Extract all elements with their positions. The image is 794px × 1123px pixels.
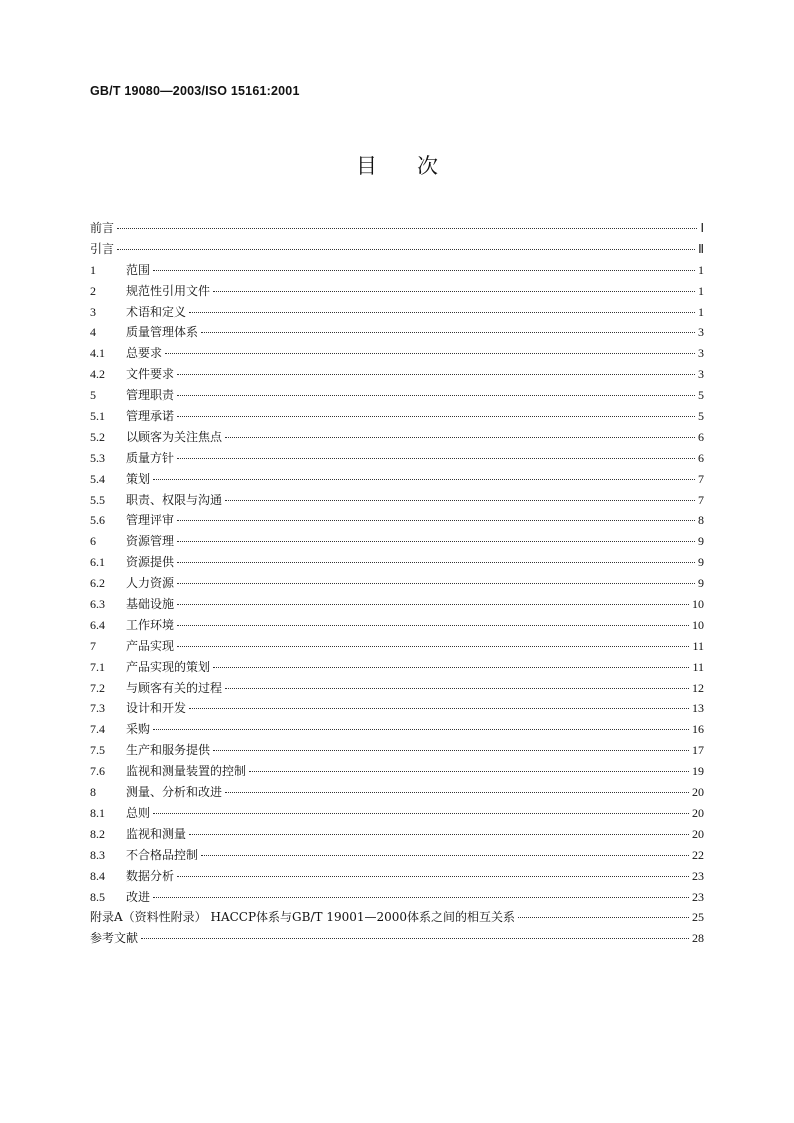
toc-entry-label: 人力资源 — [126, 576, 175, 591]
toc-dot-leader — [177, 520, 695, 521]
table-of-contents — [90, 218, 704, 949]
toc-dot-leader — [153, 813, 689, 814]
toc-entry-number: 7.6 — [90, 764, 105, 779]
toc-entry-number: 4.2 — [90, 367, 105, 382]
toc-entry[interactable] — [90, 928, 704, 949]
toc-page-number: 5 — [698, 388, 704, 403]
toc-page-number: 7 — [698, 471, 704, 486]
toc-dot-leader — [153, 479, 695, 480]
toc-entry-number: 6.3 — [90, 597, 105, 612]
toc-dot-leader — [225, 688, 689, 689]
toc-entry[interactable] — [90, 448, 704, 469]
toc-entry-number: 7 — [90, 638, 96, 653]
toc-dot-leader — [249, 771, 689, 772]
toc-entry[interactable] — [90, 803, 704, 824]
toc-dot-leader — [177, 562, 695, 563]
toc-entry-label: 改进 — [126, 889, 151, 904]
toc-dot-leader — [177, 876, 689, 877]
toc-dot-leader — [177, 374, 695, 375]
toc-entry-label: 资源提供 — [126, 555, 175, 570]
toc-entry-label: 基础设施 — [126, 597, 175, 612]
toc-entry[interactable] — [90, 782, 704, 803]
toc-page-number: 25 — [692, 910, 704, 925]
toc-entry-label: 管理承诺 — [126, 409, 175, 424]
toc-page-number: 28 — [692, 931, 704, 946]
toc-entry[interactable] — [90, 469, 704, 490]
toc-entry-label: 术语和定义 — [126, 304, 187, 319]
toc-page-number: 6 — [698, 429, 704, 444]
toc-page-number: 8 — [698, 513, 704, 528]
toc-entry-label: 采购 — [126, 722, 151, 737]
toc-page-number: 3 — [698, 346, 704, 361]
toc-entry-number: 7.4 — [90, 722, 105, 737]
toc-dot-leader — [177, 416, 695, 417]
toc-entry[interactable] — [90, 636, 704, 657]
toc-entry-number: 8.1 — [90, 805, 105, 820]
toc-page-number: 9 — [698, 555, 704, 570]
toc-entry[interactable] — [90, 824, 704, 845]
toc-entry-number: 5.5 — [90, 492, 105, 507]
toc-dot-leader — [177, 604, 689, 605]
toc-entry[interactable] — [90, 531, 704, 552]
toc-dot-leader — [518, 917, 689, 918]
toc-entry-label: 工作环境 — [126, 617, 175, 632]
toc-entry[interactable] — [90, 740, 704, 761]
toc-page-number: 22 — [692, 847, 704, 862]
toc-entry[interactable] — [90, 657, 704, 678]
toc-dot-leader — [177, 395, 695, 396]
toc-entry-number: 7.2 — [90, 680, 105, 695]
toc-entry[interactable] — [90, 302, 704, 323]
toc-entry-label: 规范性引用文件 — [126, 283, 211, 298]
toc-entry-label: 设计和开发 — [126, 701, 187, 716]
toc-page-number: 19 — [692, 764, 704, 779]
toc-entry-label: 附录A（资料性附录） HACCP体系与GB/T 19001—2000体系之间的相互关系 — [90, 910, 516, 925]
toc-page-number: 11 — [692, 659, 704, 674]
toc-entry[interactable] — [90, 343, 704, 364]
toc-entry-number: 8.4 — [90, 868, 105, 883]
toc-dot-leader — [117, 249, 695, 250]
toc-entry-number: 5.1 — [90, 409, 105, 424]
toc-entry-label: 产品实现 — [126, 638, 175, 653]
toc-dot-leader — [225, 500, 695, 501]
toc-page-number: 3 — [698, 367, 704, 382]
toc-entry[interactable] — [90, 615, 704, 636]
toc-dot-leader — [225, 792, 689, 793]
toc-entry-number: 8.2 — [90, 826, 105, 841]
toc-entry-label: 策划 — [126, 471, 151, 486]
toc-page-number: 12 — [692, 680, 704, 695]
toc-entry[interactable] — [90, 510, 704, 531]
toc-entry-number: 7.1 — [90, 659, 105, 674]
toc-entry-label: 引言 — [90, 241, 115, 256]
toc-page-number: 20 — [692, 785, 704, 800]
toc-dot-leader — [141, 938, 689, 939]
toc-page-number: 10 — [692, 597, 704, 612]
toc-dot-leader — [153, 729, 689, 730]
toc-entry-label: 测量、分析和改进 — [126, 785, 223, 800]
toc-entry-label: 质量管理体系 — [126, 325, 199, 340]
toc-entry[interactable] — [90, 490, 704, 511]
toc-entry-number: 7.5 — [90, 743, 105, 758]
toc-entry-number: 4.1 — [90, 346, 105, 361]
toc-page-number: Ⅰ — [700, 221, 704, 235]
toc-page-number: 20 — [692, 805, 704, 820]
toc-entry[interactable] — [90, 218, 704, 239]
toc-entry[interactable] — [90, 761, 704, 782]
toc-entry-label: 质量方针 — [126, 450, 175, 465]
toc-entry[interactable] — [90, 845, 704, 866]
toc-entry-number: 5.6 — [90, 513, 105, 528]
toc-entry-number: 5 — [90, 388, 96, 403]
toc-entry-label: 以顾客为关注焦点 — [126, 429, 223, 444]
toc-entry[interactable] — [90, 866, 704, 887]
toc-entry-label: 生产和服务提供 — [126, 743, 211, 758]
toc-entry[interactable] — [90, 322, 704, 343]
toc-dot-leader — [225, 437, 695, 438]
toc-dot-leader — [201, 855, 689, 856]
toc-page-number: Ⅱ — [698, 241, 704, 256]
toc-entry-number: 6 — [90, 534, 96, 549]
toc-dot-leader — [189, 312, 695, 313]
toc-page-number: 6 — [698, 450, 704, 465]
toc-entry-number: 6.2 — [90, 576, 105, 591]
toc-entry-label: 监视和测量装置的控制 — [126, 764, 247, 779]
toc-entry-number: 6.1 — [90, 555, 105, 570]
toc-entry-label: 文件要求 — [126, 367, 175, 382]
toc-page-number: 20 — [692, 826, 704, 841]
toc-entry-number: 5.2 — [90, 429, 105, 444]
toc-entry[interactable] — [90, 887, 704, 908]
toc-entry[interactable] — [90, 907, 704, 928]
toc-entry-number: 2 — [90, 283, 96, 298]
toc-dot-leader — [177, 541, 695, 542]
toc-page-number: 11 — [692, 638, 704, 653]
toc-page-number: 5 — [698, 409, 704, 424]
toc-entry-number: 7.3 — [90, 701, 105, 716]
toc-dot-leader — [213, 750, 689, 751]
toc-entry-number: 6.4 — [90, 617, 105, 632]
toc-dot-leader — [213, 291, 695, 292]
toc-entry[interactable] — [90, 594, 704, 615]
toc-entry[interactable] — [90, 698, 704, 719]
toc-page-number: 17 — [692, 743, 704, 758]
toc-entry-number: 4 — [90, 325, 96, 340]
toc-entry-label: 监视和测量 — [126, 826, 187, 841]
toc-dot-leader — [177, 458, 695, 459]
toc-entry-number: 8.5 — [90, 889, 105, 904]
toc-entry[interactable] — [90, 364, 704, 385]
toc-dot-leader — [177, 625, 689, 626]
toc-page-number: 13 — [692, 701, 704, 716]
toc-entry-number: 5.3 — [90, 450, 105, 465]
toc-page-number: 16 — [692, 722, 704, 737]
toc-entry-label: 职责、权限与沟通 — [126, 492, 223, 507]
toc-page-number: 10 — [692, 617, 704, 632]
toc-entry[interactable] — [90, 719, 704, 740]
toc-page-number: 7 — [698, 492, 704, 507]
toc-dot-leader — [177, 646, 689, 647]
toc-dot-leader — [153, 897, 689, 898]
toc-entry-label: 管理职责 — [126, 388, 175, 403]
toc-entry-label: 管理评审 — [126, 513, 175, 528]
toc-entry[interactable] — [90, 678, 704, 699]
toc-entry[interactable] — [90, 552, 704, 573]
toc-entry-label: 资源管理 — [126, 534, 175, 549]
toc-entry[interactable] — [90, 385, 704, 406]
toc-page-number: 3 — [698, 325, 704, 340]
toc-dot-leader — [153, 270, 695, 271]
toc-page-number: 1 — [698, 283, 704, 298]
toc-entry-label: 数据分析 — [126, 868, 175, 883]
toc-entry-label: 前言 — [90, 221, 115, 235]
toc-dot-leader — [177, 583, 695, 584]
toc-entry[interactable] — [90, 239, 704, 260]
toc-entry-label: 产品实现的策划 — [126, 659, 211, 674]
toc-entry-number: 3 — [90, 304, 96, 319]
toc-entry-label: 参考文献 — [90, 931, 139, 946]
toc-entry-number: 8 — [90, 785, 96, 800]
page-title: 目次 — [356, 154, 478, 178]
toc-dot-leader — [165, 353, 695, 354]
toc-entry-label: 范围 — [126, 262, 151, 277]
toc-page-number: 23 — [692, 868, 704, 883]
toc-page-number: 23 — [692, 889, 704, 904]
toc-entry-label: 总则 — [126, 805, 151, 820]
toc-entry[interactable] — [90, 281, 704, 302]
toc-page-number: 9 — [698, 576, 704, 591]
toc-entry-number: 1 — [90, 262, 96, 277]
toc-page-number: 9 — [698, 534, 704, 549]
standard-code: GB/T 19080—2003/ISO 15161:2001 — [90, 84, 300, 98]
toc-page-number: 1 — [698, 304, 704, 319]
toc-entry-label: 与顾客有关的过程 — [126, 680, 223, 695]
toc-page-number: 1 — [698, 262, 704, 277]
toc-entry[interactable] — [90, 406, 704, 427]
toc-entry-number: 8.3 — [90, 847, 105, 862]
toc-entry-number: 5.4 — [90, 471, 105, 486]
toc-entry[interactable] — [90, 427, 704, 448]
toc-dot-leader — [213, 667, 689, 668]
toc-dot-leader — [201, 332, 695, 333]
toc-entry[interactable] — [90, 573, 704, 594]
toc-entry[interactable] — [90, 260, 704, 281]
toc-entry-label: 总要求 — [126, 346, 163, 361]
toc-dot-leader — [117, 228, 697, 229]
toc-dot-leader — [189, 834, 689, 835]
toc-entry-label: 不合格品控制 — [126, 847, 199, 862]
toc-dot-leader — [189, 708, 689, 709]
